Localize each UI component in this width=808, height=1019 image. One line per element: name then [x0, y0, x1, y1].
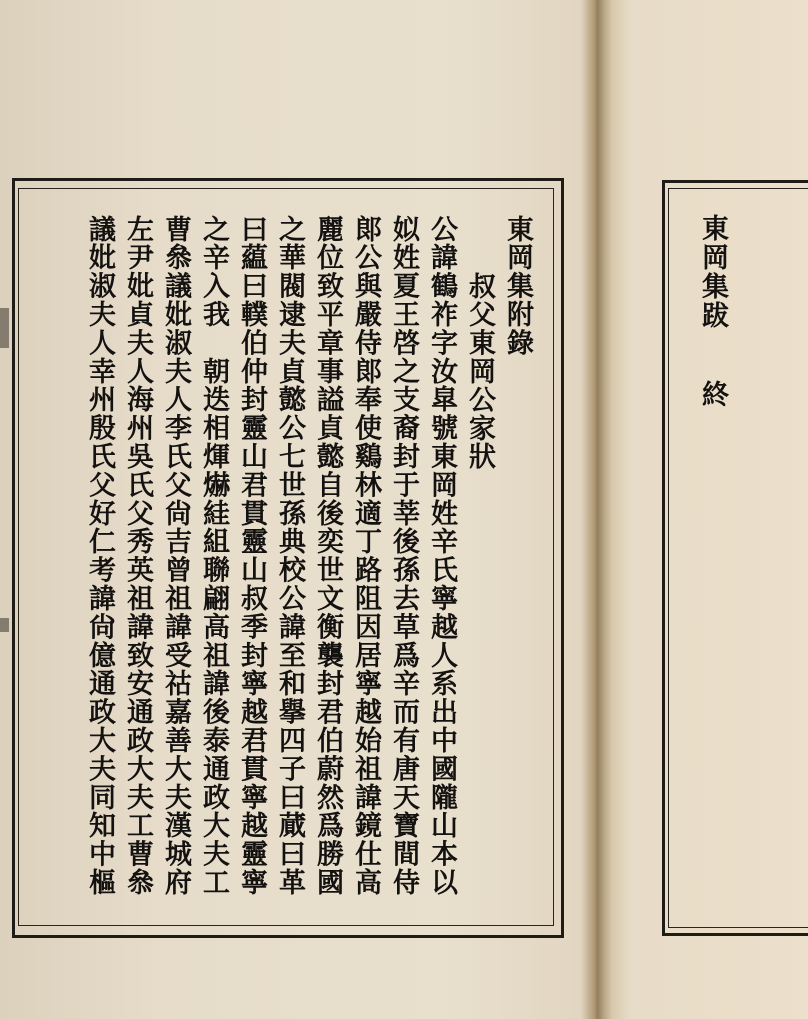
text-column-5: 之華閥逮夫貞懿公七世孫典校公諱至和擧四子曰蕆曰革 [274, 215, 305, 897]
section-title: 東岡集附錄 [502, 215, 533, 357]
text-column-8: 曹叅議妣淑夫人李氏父尙吉曾祖諱受祜嘉善大夫漢城府 [160, 215, 191, 897]
section-subtitle: 叔父東岡公家狀 [464, 272, 495, 471]
right-page-border-inner [668, 188, 808, 928]
text-column-9: 左尹妣貞夫人海州吳氏父秀英祖諱致安通政大夫工曹叅 [122, 215, 153, 897]
end-mark: 終 [697, 380, 728, 409]
faint-mark [0, 308, 9, 348]
book-gutter [580, 0, 612, 1019]
text-column-7: 之辛入我 朝迭相煇爀絓組聯翩高祖諱後泰通政大夫工 [198, 215, 229, 897]
text-column-1: 公諱鶴祚字汝皐號東岡姓辛氏寧越人系出中國隴山本以 [426, 215, 457, 897]
text-column-4: 麗位致平章事謚貞懿自後奕世文衡襲封君伯蔚然爲勝國 [312, 215, 343, 897]
text-column-6: 曰藴曰轐伯仲封靈山君貫靈山叔季封寧越君貫寧越靈寧 [236, 215, 267, 897]
text-column-2: 姒姓夏王啓之支裔封于莘後孫去草爲辛而有唐天寶間侍 [388, 215, 419, 897]
right-page-heading [694, 214, 730, 614]
faint-mark [0, 618, 9, 632]
text-column-3: 郞公與嚴侍郞奉使鷄林適丁路阻因居寧越始祖諱鏡仕高 [350, 215, 381, 897]
right-page-title: 東岡集跋 [697, 214, 728, 330]
text-column-10: 議妣淑夫人幸州殷氏父好仁考諱尙億通政大夫同知中樞 [84, 215, 115, 897]
